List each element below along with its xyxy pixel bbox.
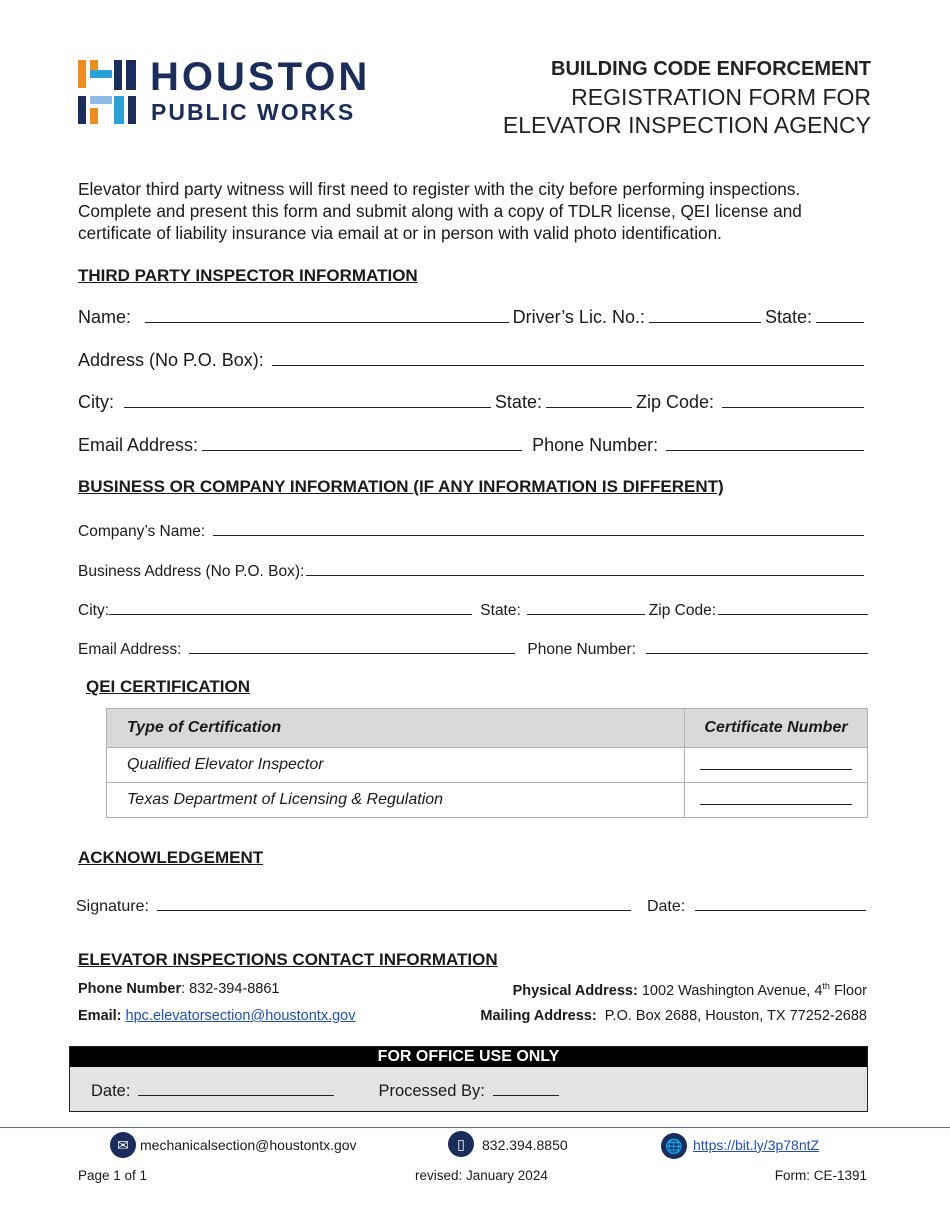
business-city-field[interactable] [109, 598, 472, 615]
name-label: Name: [78, 307, 132, 327]
address-label: Address (No P.O. Box): [78, 350, 264, 370]
footer-divider [0, 1127, 950, 1128]
contact-phone-value: : 832-394-8861 [181, 981, 280, 997]
mailing-address [480, 1008, 867, 1024]
inspector-city-row [78, 391, 868, 413]
physical-address-label: Physical Address: [512, 982, 638, 999]
business-phone-field[interactable] [646, 637, 868, 654]
physical-address-sup: th [822, 981, 830, 991]
company-label: Company’s Name: [78, 523, 206, 540]
cert-type-cell: Qualified Elevator Inspector [107, 748, 685, 783]
inspector-email-row [78, 434, 868, 456]
inspector-section-title: THIRD PARTY INSPECTOR INFORMATION [78, 266, 418, 285]
office-date-label: Date: [91, 1082, 131, 1100]
contact-email [78, 1008, 356, 1024]
cert-type-cell: Texas Department of Licensing & Regulation [107, 783, 685, 818]
business-section-title: BUSINESS OR COMPANY INFORMATION (IF ANY INFORMATION IS DIFFERENT) [78, 477, 724, 496]
table-row [107, 783, 868, 818]
company-name-row [78, 519, 868, 541]
ack-date-field[interactable] [695, 894, 866, 911]
business-zip-field[interactable] [718, 598, 868, 615]
business-state-field[interactable] [527, 598, 645, 615]
processed-by-field[interactable] [493, 1079, 559, 1096]
state-label: State: [764, 307, 812, 327]
city-state-label: State: [494, 392, 542, 412]
phone-field[interactable] [666, 434, 864, 451]
business-city-label: City: [78, 602, 109, 619]
logo-mark-icon [78, 60, 138, 126]
office-use-box [69, 1046, 868, 1112]
cert-number-cell [685, 783, 868, 818]
business-email-label: Email Address: [78, 641, 182, 658]
table-header-row [107, 709, 868, 748]
mailing-address-value: P.O. Box 2688, Houston, TX 77252-2688 [604, 1008, 867, 1024]
contact-email-label: Email: [78, 1008, 122, 1024]
physical-address-floor: Floor [833, 982, 867, 999]
city-field[interactable] [124, 391, 491, 408]
phone-label: Phone Number: [532, 435, 659, 455]
business-city-row [78, 598, 868, 620]
footer-email[interactable]: mechanicalsection@houstontx.gov [140, 1137, 357, 1153]
table-row [107, 748, 868, 783]
number-column-header: Certificate Number [685, 709, 868, 748]
business-state-label: State: [480, 602, 521, 619]
globe-icon: 🌐 [661, 1133, 687, 1159]
contact-phone [78, 981, 279, 997]
certification-table [106, 708, 868, 818]
company-field[interactable] [213, 519, 864, 536]
license-field[interactable] [649, 306, 761, 323]
office-use-title: FOR OFFICE USE ONLY [70, 1047, 867, 1067]
office-use-row [91, 1079, 563, 1101]
physical-address-value: 1002 Washington Avenue, 4 [641, 982, 823, 999]
footer-url-link[interactable]: https://bit.ly/3p78ntZ [693, 1137, 820, 1153]
form-number: Form: CE-1391 [774, 1168, 867, 1183]
city-state-field[interactable] [546, 391, 632, 408]
email-icon: ✉ [110, 1132, 136, 1158]
email-field[interactable] [202, 434, 522, 451]
business-phone-label: Phone Number: [527, 641, 636, 658]
signature-label: Signature: [76, 898, 149, 915]
mailing-address-label: Mailing Address: [480, 1008, 597, 1024]
zip-field[interactable] [722, 391, 864, 408]
business-email-row [78, 637, 868, 659]
cert-number-cell [685, 748, 868, 783]
business-address-field[interactable] [306, 559, 864, 576]
business-email-field[interactable] [189, 637, 515, 654]
office-date-field[interactable] [138, 1079, 334, 1096]
contact-phone-label: Phone Number [78, 981, 182, 997]
inspector-address-row [78, 349, 868, 371]
email-label: Email Address: [78, 435, 199, 455]
revision-date: revised: January 2024 [415, 1168, 548, 1183]
license-label: Driver’s Lic. No.: [512, 307, 645, 327]
address-field[interactable] [272, 349, 864, 366]
ack-section-title: ACKNOWLEDGEMENT [78, 848, 264, 867]
zip-label: Zip Code: [635, 392, 714, 412]
contact-email-link[interactable]: hpc.elevatorsection@houstontx.gov [125, 1008, 356, 1024]
business-address-label: Business Address (No P.O. Box): [78, 563, 305, 580]
logo-word-public-works: PUBLIC WORKS [151, 99, 356, 125]
ack-date-label: Date: [646, 898, 686, 915]
business-zip-label: Zip Code: [648, 602, 716, 619]
state-field[interactable] [816, 306, 864, 323]
name-field[interactable] [145, 306, 509, 323]
processed-by-label: Processed By: [378, 1082, 485, 1100]
contact-section-title: ELEVATOR INSPECTIONS CONTACT INFORMATION [78, 950, 498, 969]
page-number: Page 1 of 1 [78, 1168, 148, 1183]
phone-icon: ▯ [448, 1131, 474, 1157]
signature-row [76, 894, 866, 916]
header-department: BUILDING CODE ENFORCEMENT [551, 58, 871, 80]
cert-number-field[interactable] [700, 790, 852, 805]
business-address-row [78, 559, 868, 581]
cert-number-field[interactable] [700, 755, 852, 770]
header-title-line2: ELEVATOR INSPECTION AGENCY [502, 112, 871, 138]
physical-address [513, 981, 867, 999]
header-title-line1: REGISTRATION FORM FOR [571, 84, 871, 110]
intro-paragraph: Elevator third party witness will first need to register with the city before performing inspections. Complete and present this form and submit along with a copy of TDLR license, QEI license and certificate of liability insurance via email at or in person with valid photo identification. [78, 179, 802, 243]
city-label: City: [78, 392, 114, 412]
footer-phone[interactable]: 832.394.8850 [482, 1137, 568, 1153]
inspector-name-row [78, 306, 868, 328]
logo-word-houston: HOUSTON [150, 55, 371, 99]
signature-field[interactable] [157, 894, 631, 911]
qei-section-title: QEI CERTIFICATION [86, 677, 251, 696]
type-column-header: Type of Certification [107, 709, 685, 748]
